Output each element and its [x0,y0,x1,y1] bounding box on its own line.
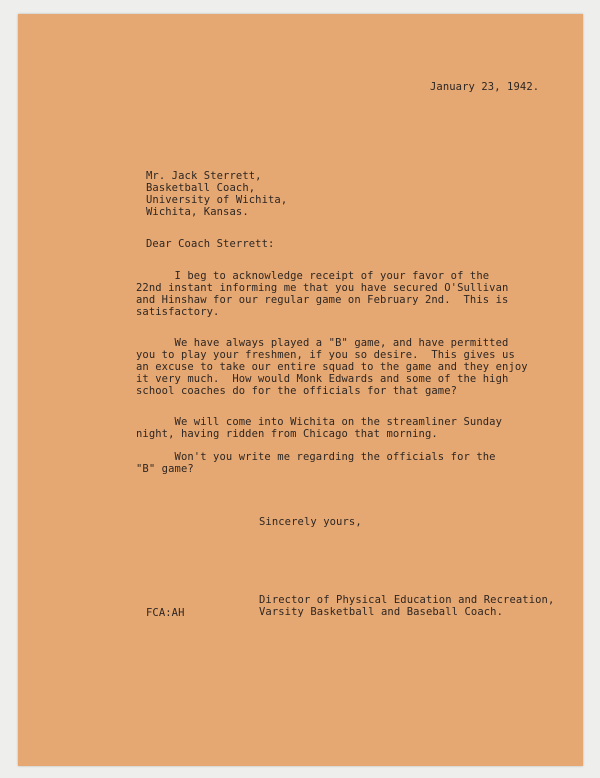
body-line: I beg to acknowledge receipt of your favor of the [136,270,490,282]
body-line: "B" game? [136,463,194,475]
body-line: you to play your freshmen, if you so desire. This gives us [136,349,515,361]
body-line: We have always played a "B" game, and have permitted [136,337,509,349]
recipient-line: Basketball Coach, [146,182,256,194]
signature-line: Varsity Basketball and Baseball Coach. [259,606,504,618]
body-line: We will come into Wichita on the streamliner Sunday [136,416,503,428]
signature-line: Director of Physical Education and Recreation, [259,594,555,606]
body-line: school coaches do for the officials for that game? [136,385,458,397]
recipient-line: University of Wichita, [146,194,288,206]
recipient-line: Wichita, Kansas. [146,206,249,218]
letter-page [18,14,583,766]
body-line: satisfactory. [136,306,220,318]
body-line: an excuse to take our entire squad to the game and they enjoy [136,361,528,373]
recipient-line: Mr. Jack Sterrett, [146,170,262,182]
body-line: night, having ridden from Chicago that morning. [136,428,438,440]
letter-date: January 23, 1942. [430,81,540,93]
body-line: 22nd instant informing me that you have secured O'Sullivan [136,282,509,294]
reference-initials: FCA:AH [146,607,185,619]
body-line: and Hinshaw for our regular game on February 2nd. This is [136,294,509,306]
body-line: it very much. How would Monk Edwards and some of the high [136,373,509,385]
salutation: Dear Coach Sterrett: [146,238,275,250]
body-line: Won't you write me regarding the officials for the [136,451,496,463]
closing: Sincerely yours, [259,516,362,528]
